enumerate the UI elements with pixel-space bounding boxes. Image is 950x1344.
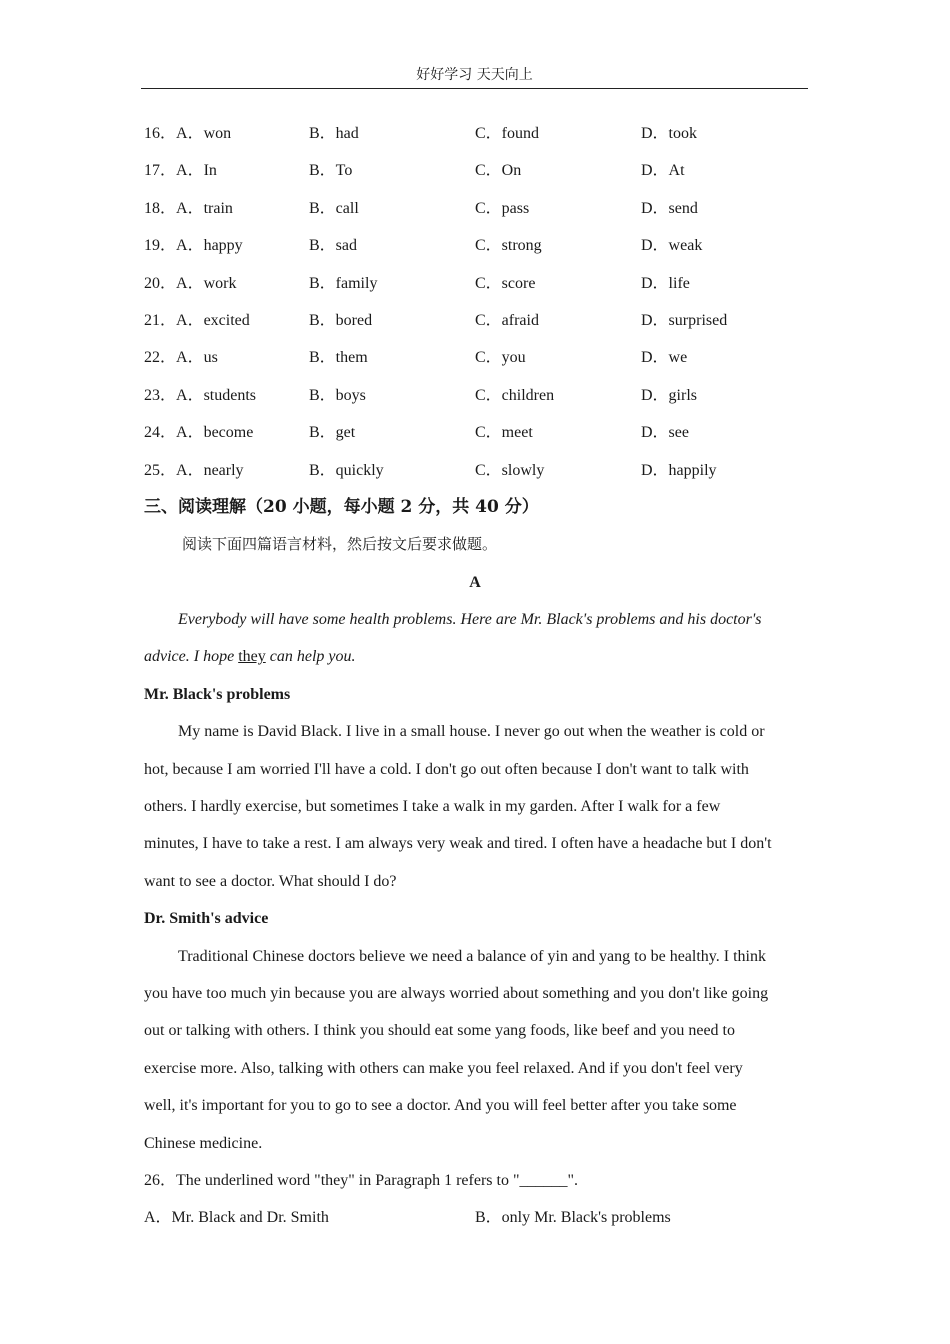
- option-c: [475, 452, 641, 489]
- option-c: [475, 339, 641, 376]
- passage-label: A: [469, 573, 481, 591]
- question-number: 17．: [144, 162, 177, 180]
- underlined-word-they: they: [238, 648, 266, 666]
- option-text: D．see: [641, 424, 689, 442]
- question-26-stem: 26．The underlined word "they" in Paragraph 1 refers to "______".: [144, 1171, 579, 1189]
- option-text: A．train: [176, 199, 233, 217]
- question-26-option-b: B．only Mr. Black's problems: [475, 1209, 671, 1227]
- intro-line-2: [144, 638, 806, 675]
- option-a: [144, 414, 309, 451]
- option-d: [641, 227, 806, 264]
- problems-line: others. I hardly exercise, but sometimes I take a walk in my garden. After I walk for a few: [144, 798, 721, 816]
- problems-line: minutes, I have to take a rest. I am always very weak and tired. I often have a headache but I don't: [144, 835, 772, 853]
- option-text: D．life: [641, 274, 690, 292]
- advice-line: Traditional Chinese doctors believe we need a balance of yin and yang to be healthy. I think: [178, 947, 766, 965]
- option-row-16: [144, 115, 806, 152]
- option-a: [144, 339, 309, 376]
- option-text: D．send: [641, 199, 698, 217]
- option-b: [309, 339, 475, 376]
- question-26-options: [144, 1199, 806, 1236]
- option-d: [641, 115, 806, 152]
- option-text: B．family: [309, 274, 378, 292]
- advice-line: out or talking with others. I think you should eat some yang foods, like beef and you need to: [144, 1022, 735, 1040]
- option-a: [144, 227, 309, 264]
- option-b: [309, 190, 475, 227]
- option-b: [309, 414, 475, 451]
- option-text: A．happy: [176, 237, 243, 255]
- question-number: 19．: [144, 237, 177, 255]
- option-row-23: [144, 377, 806, 414]
- option-d: [641, 302, 806, 339]
- option-row-19: [144, 227, 806, 264]
- option-row-20: [144, 265, 806, 302]
- option-row-18: [144, 190, 806, 227]
- problems-line: want to see a doctor. What should I do?: [144, 872, 397, 890]
- option-text: C．afraid: [475, 311, 539, 329]
- option-c: [475, 190, 641, 227]
- option-b: [309, 227, 475, 264]
- header-divider: [141, 88, 808, 89]
- option-b: [309, 452, 475, 489]
- question-number: 21．: [144, 311, 177, 329]
- option-a: [144, 152, 309, 189]
- option-text: C．children: [475, 386, 555, 404]
- cloze-options: [144, 115, 806, 489]
- option-text: D．weak: [641, 237, 703, 255]
- question-number: 18．: [144, 199, 177, 217]
- option-text: B．bored: [309, 311, 373, 329]
- option-d: [641, 190, 806, 227]
- option-text: B．sad: [309, 237, 358, 255]
- intro-line-1: Everybody will have some health problems. Here are Mr. Black's problems and his doctor's: [178, 611, 762, 629]
- option-row-25: [144, 452, 806, 489]
- option-b: [309, 152, 475, 189]
- option-text: A．us: [176, 349, 218, 367]
- option-text: C．On: [475, 162, 522, 180]
- option-text: A．work: [176, 274, 237, 292]
- option-c: [475, 227, 641, 264]
- question-number: 23．: [144, 386, 177, 404]
- option-row-21: [144, 302, 806, 339]
- option-text: B．get: [309, 424, 356, 442]
- option-a: [144, 265, 309, 302]
- option-c: [475, 115, 641, 152]
- option-row-17: [144, 152, 806, 189]
- advice-line: exercise more. Also, talking with others can make you feel relaxed. And if you don't feel very: [144, 1059, 743, 1077]
- problems-line: hot, because I am worried I'll have a cold. I don't go out often because I don't want to talk with: [144, 760, 749, 778]
- page-header: 好好学习 天天向上: [416, 67, 533, 83]
- option-text: B．boys: [309, 386, 366, 404]
- option-text: D．surprised: [641, 311, 728, 329]
- option-text: A．excited: [176, 311, 250, 329]
- option-text: C．pass: [475, 199, 530, 217]
- option-text: A．In: [176, 162, 217, 180]
- option-text: C．strong: [475, 237, 542, 255]
- option-d: [641, 377, 806, 414]
- option-d: [641, 414, 806, 451]
- option-c: [475, 414, 641, 451]
- option-text: C．you: [475, 349, 526, 367]
- question-number: 20．: [144, 274, 177, 292]
- option-d: [641, 265, 806, 302]
- option-text: D．At: [641, 162, 685, 180]
- option-text: C．found: [475, 125, 540, 142]
- option-row-24: [144, 414, 806, 451]
- option-a: [144, 452, 309, 489]
- advice-line: Chinese medicine.: [144, 1134, 263, 1152]
- option-b: [309, 115, 475, 152]
- option-a: [144, 115, 309, 152]
- option-text: B．To: [309, 162, 353, 180]
- option-text: D．happily: [641, 461, 717, 479]
- option-c: [475, 152, 641, 189]
- option-b: [309, 302, 475, 339]
- question-number: 16．: [144, 125, 177, 142]
- section-title: 三、阅读理解（20 小题，每小题 2 分，共 40 分）: [144, 496, 539, 517]
- option-d: [641, 152, 806, 189]
- option-a: [144, 302, 309, 339]
- option-text: B．call: [309, 199, 359, 217]
- advice-line: well, it's important for you to go to see a doctor. And you will feel better after you take some: [144, 1097, 737, 1115]
- option-a: [144, 377, 309, 414]
- advice-heading: Dr. Smith's advice: [144, 910, 269, 928]
- intro-text-before: advice. I hope: [144, 648, 239, 666]
- option-text: C．meet: [475, 424, 533, 442]
- question-26-option-a: A．Mr. Black and Dr. Smith: [144, 1209, 329, 1227]
- option-d: [641, 452, 806, 489]
- option-text: A．nearly: [176, 461, 244, 479]
- question-number: 22．: [144, 349, 177, 367]
- option-text: B．them: [309, 349, 368, 367]
- option-c: [475, 377, 641, 414]
- option-c: [475, 265, 641, 302]
- option-d: [641, 339, 806, 376]
- option-row-22: [144, 339, 806, 376]
- intro-text-after: can help you.: [265, 648, 356, 666]
- option-a: [144, 190, 309, 227]
- advice-line: you have too much yin because you are always worried about something and you don't like going: [144, 984, 769, 1002]
- option-text: D．girls: [641, 386, 698, 404]
- option-text: A．won: [176, 125, 232, 142]
- problems-line: My name is David Black. I live in a small house. I never go out when the weather is cold or: [178, 723, 765, 741]
- option-text: C．score: [475, 274, 536, 292]
- option-text: A．students: [176, 386, 257, 404]
- question-number: 24．: [144, 424, 177, 442]
- option-text: C．slowly: [475, 461, 545, 479]
- option-b: [309, 265, 475, 302]
- question-number: 25．: [144, 461, 177, 479]
- option-text: D．took: [641, 125, 698, 142]
- section-instruction: 阅读下面四篇语言材料，然后按文后要求做题。: [182, 535, 498, 554]
- option-text: B．had: [309, 125, 359, 142]
- option-b: [309, 377, 475, 414]
- option-text: A．become: [176, 424, 254, 442]
- option-c: [475, 302, 641, 339]
- document-body: [144, 115, 806, 1237]
- option-text: B．quickly: [309, 461, 384, 479]
- option-text: D．we: [641, 349, 688, 367]
- problems-heading: Mr. Black's problems: [144, 685, 291, 703]
